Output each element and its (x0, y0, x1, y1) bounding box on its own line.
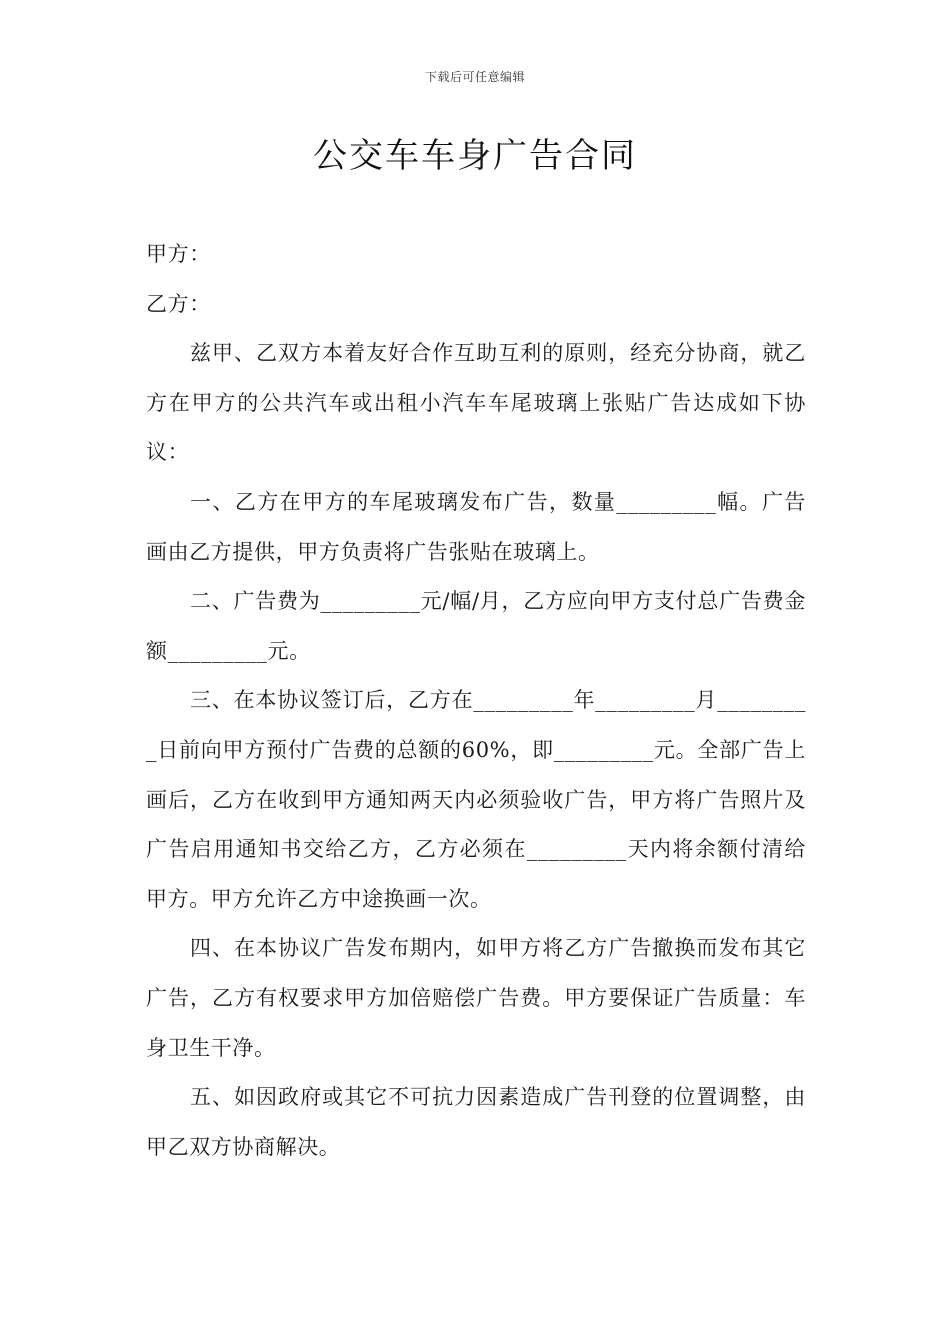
party-a-line: 甲方： (146, 242, 211, 266)
document-body (146, 230, 806, 1172)
clause-3: 三、在本协议签订后，乙方在_________年_________月_________日前向甲方预付广告费的总额的60%，即_________元。全部广告上画后，乙方在收到甲方通知两天内必须验收广告，甲方将广告照片及广告启用通知书交给乙方，乙方必须在_________天内将余额付清给甲方。甲方允许乙方中途换画一次。 (146, 688, 806, 911)
intro-paragraph: 兹甲、乙双方本着友好合作互助互利的原则，经充分协商，就乙方在甲方的公共汽车或出租小汽车车尾玻璃上张贴广告达成如下协议： (146, 341, 806, 465)
clause-1: 一、乙方在甲方的车尾玻璃发布广告，数量_________幅。广告画由乙方提供，甲方负责将广告张贴在玻璃上。 (146, 489, 806, 564)
document-title: 公交车车身广告合同 (313, 136, 637, 176)
party-b-line: 乙方： (146, 291, 211, 316)
clause-5: 五、如因政府或其它不可抗力因素造成广告刊登的位置调整，由甲乙双方协商解决。 (146, 1085, 806, 1159)
header-note: 下载后可任意编辑 (424, 70, 525, 84)
clause-2: 二、广告费为_________元/幅/月，乙方应向甲方支付总广告费金额_________元。 (146, 589, 806, 663)
clause-4: 四、在本协议广告发布期内，如甲方将乙方广告撤换而发布其它广告，乙方有权要求甲方加倍赔偿广告费。甲方要保证广告质量：车身卫生干净。 (146, 936, 806, 1060)
